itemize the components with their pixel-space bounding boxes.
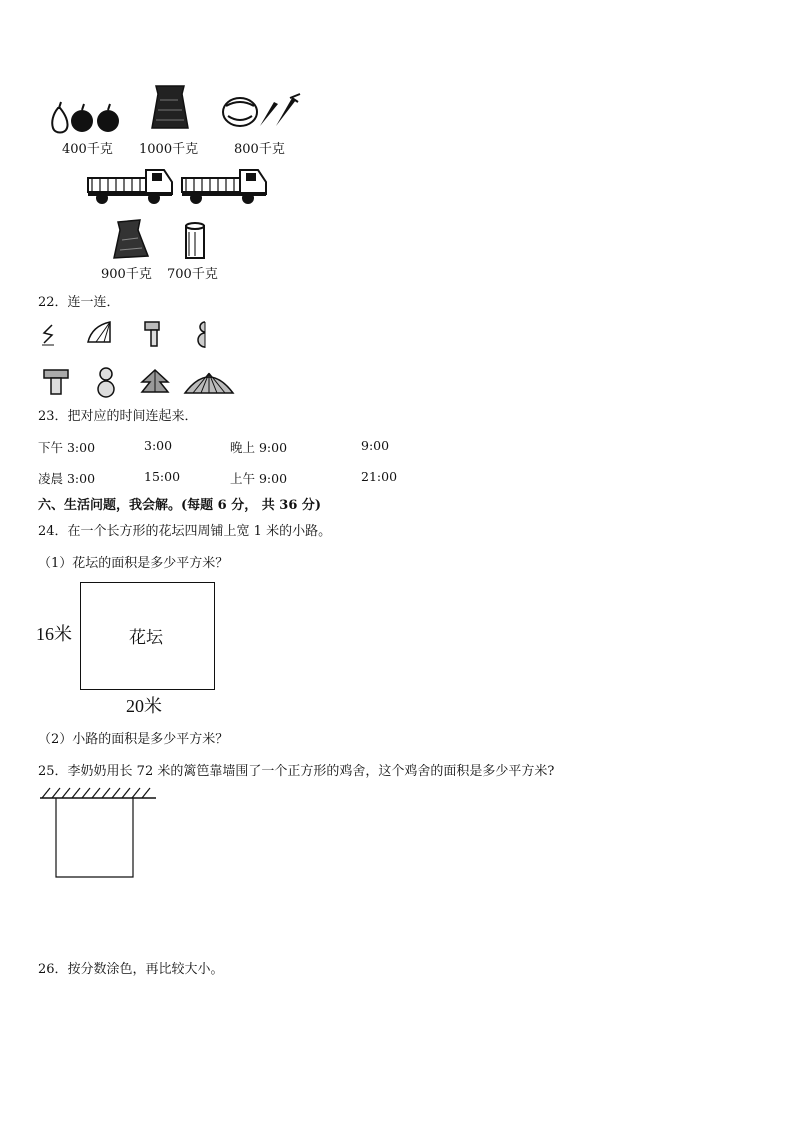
- truck-icon: [180, 164, 268, 206]
- question-24-title: 24．在一个长方形的花坛四周铺上宽 1 米的小路。: [38, 524, 332, 539]
- time-row2-cell: 21:00: [361, 469, 398, 484]
- weight-label-sack: 1000千克: [139, 142, 199, 157]
- truck-icon: [86, 164, 174, 206]
- question-26-title: 26．按分数涂色，再比较大小。: [38, 962, 224, 977]
- vegetables-icon: [220, 92, 302, 130]
- small-sack-icon: [110, 218, 152, 260]
- half-snowman-icon: [197, 320, 211, 350]
- time-row1-cell: 3:00: [144, 438, 173, 453]
- time-row2-cell: 15:00: [144, 469, 181, 484]
- chicken-coop-figure: [38, 786, 158, 880]
- time-row1-cell: 晚上 9:00: [230, 440, 288, 455]
- flowerbed-height-label: 16米: [36, 624, 72, 644]
- weight-label-fruit: 400千克: [62, 142, 113, 157]
- time-row2-cell: 上午 9:00: [230, 471, 288, 486]
- umbrella-icon: [183, 369, 235, 395]
- weight-label-barrel: 700千克: [167, 267, 218, 282]
- barrel-icon: [183, 222, 207, 260]
- half-zigzag-icon: [40, 323, 56, 347]
- weight-label-small-sack: 900千克: [101, 267, 152, 282]
- snowman-icon: [95, 366, 117, 398]
- question-23-title: 23．把对应的时间连起来．: [38, 409, 198, 424]
- sack-icon: [148, 84, 192, 132]
- table-icon: [42, 368, 70, 396]
- time-row2-cell: 凌晨 3:00: [38, 471, 96, 486]
- question-22-title: 22．连一连．: [38, 295, 120, 310]
- weight-label-vegetables: 800千克: [234, 142, 285, 157]
- half-table-icon: [143, 320, 161, 348]
- arrow-shape-icon: [140, 368, 170, 396]
- question-24-part1: （1）花坛的面积是多少平方米？: [38, 556, 229, 571]
- half-umbrella-icon: [86, 320, 112, 346]
- time-row1-cell: 9:00: [361, 438, 390, 453]
- flowerbed-width-label: 20米: [126, 696, 162, 716]
- flowerbed-inner-label: 花坛: [129, 628, 163, 648]
- wall-hatching: [42, 788, 150, 798]
- section-6-title: 六、生活问题，我会解。(每题 6 分， 共 36 分): [38, 498, 322, 513]
- time-row1-cell: 下午 3:00: [38, 440, 96, 455]
- question-24-part2: （2）小路的面积是多少平方米？: [38, 732, 229, 747]
- fruit-icon: [48, 100, 123, 136]
- question-25-title: 25．李奶奶用长 72 米的篱笆靠墙围了一个正方形的鸡舍，这个鸡舍的面积是多少平方米?: [38, 764, 555, 779]
- coop-fence: [56, 798, 133, 877]
